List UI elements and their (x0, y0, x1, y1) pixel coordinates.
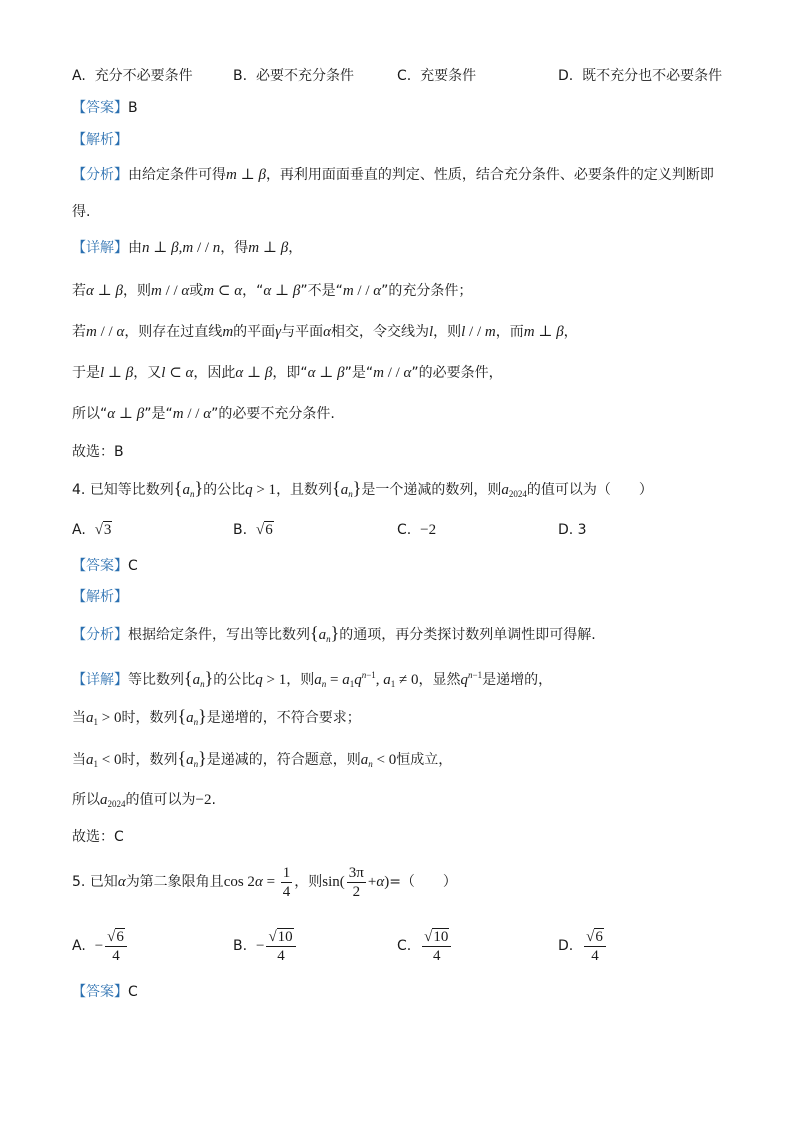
text: 是递增的， (482, 672, 553, 688)
q4-option-c: C. −2 (397, 522, 437, 538)
q4-analysis-tag (72, 587, 128, 607)
text: 已知 (89, 874, 118, 890)
text: 是一个递减的数列，则 (361, 482, 502, 498)
text: 故选：B (72, 444, 124, 460)
text: 的值可以为（ ） (526, 482, 653, 498)
text: 由 (128, 240, 142, 256)
q4-option-d: D. 3 (558, 522, 587, 538)
xiangjie-tag: 【详解】 (72, 240, 128, 256)
text: 相交，令交线为 (330, 324, 429, 340)
text: 所以“ (72, 406, 108, 422)
q5-answer (72, 982, 138, 1002)
text: 与平面 (281, 324, 324, 340)
q3-detail-line4: 于是l ⊥ β，又l ⊂ α，因此α ⊥ β，即“α ⊥ β”是“m / / α”的必要条件， (72, 365, 503, 381)
text: 时，数列 (121, 752, 178, 768)
answer-value: C (128, 558, 138, 574)
text: 若 (72, 283, 86, 299)
text: 为第二象限角且 (125, 874, 224, 890)
q3-option-d: D. 既不充分也不必要条件 (558, 68, 723, 84)
text: 的公比 (213, 672, 256, 688)
q3-answer (72, 98, 138, 118)
text: 故选：C (72, 829, 124, 845)
q3-detail-line1: 【详解】由n ⊥ β,m / / n，得m ⊥ β， (72, 240, 303, 256)
text: 的通项，再分类探讨数列单调性即可得解. (339, 627, 596, 643)
fenxi-tag: 【分析】 (72, 167, 128, 183)
answer-value: B (128, 100, 138, 116)
answer-tag: 【答案】 (72, 984, 128, 1000)
answer-value: C (128, 984, 138, 1000)
q4-detail-line2: 当$a_1 > 0$时，数列$\{a_n\}$是递增的，不符合要求； (72, 706, 361, 727)
text: ，又 (133, 365, 162, 381)
q3-fenxi-line2 (72, 202, 90, 222)
text: 若 (72, 324, 86, 340)
text: ，因此 (193, 365, 236, 381)
q4-detail-line1: 【详解】等比数列$\{a_n\}$的公比q > 1，则$a_n = a_1q^{n-1}$, $a_1 \ne 0$，显然$q^{n-1}$是递增的， (72, 668, 553, 689)
q5-options-row (72, 925, 732, 967)
q5-option-c: C. $\frac{√10}{4}$ (397, 925, 453, 967)
text: 当 (72, 752, 86, 768)
question-number: 4. (72, 482, 86, 498)
question-number: 5. (72, 874, 86, 890)
text: 得. (72, 204, 91, 220)
text: ，即“ (272, 365, 308, 381)
math: m (226, 167, 237, 183)
fraction: $\frac{1}{4}$ (282, 864, 291, 900)
q4-option-b: B. √6 (233, 522, 273, 538)
q4-option-a: A. √3 (72, 522, 112, 538)
q4-stem: 4. 已知等比数列$\{a_n\}$的公比q > 1，且数列$\{a_n\}$是一个递减的数列，则$a_{2024}$的值可以为（ ） (72, 478, 653, 499)
q4-detail-line4: 所以$a_{2024}$的值可以为−2. (72, 792, 216, 809)
text: ，再利用面面垂直的判定、性质，结合充分条件、必要条件的定义判断即 (265, 167, 714, 183)
q3-analysis-tag (72, 130, 128, 150)
text: 当 (72, 710, 86, 726)
q5-option-a: A. − $\frac{√6}{4}$ (72, 925, 129, 967)
q5-option-b: B. − $\frac{√10}{4}$ (233, 925, 298, 967)
q3-choose (72, 442, 124, 462)
analysis-tag: 【解析】 (72, 589, 128, 605)
text: ， (563, 324, 578, 340)
q4-fenxi: 【分析】根据给定条件，写出等比数列$\{a_n\}$的通项，再分类探讨数列单调性即可得解. (72, 623, 596, 644)
text: 于是 (72, 365, 100, 381)
q4-answer (72, 556, 138, 576)
q5-option-d: D. $\frac{√6}{4}$ (558, 925, 608, 967)
text: 是递增的，不符合要求； (206, 710, 361, 726)
q3-detail-line5: 所以“α ⊥ β”是“m / / α”的必要不充分条件. (72, 406, 335, 422)
text: =（ ） (389, 874, 457, 890)
text: ，则 (294, 874, 323, 890)
text: 是递减的，符合题意，则 (206, 752, 361, 768)
text: ，则 (286, 672, 315, 688)
text: 已知等比数列 (89, 482, 174, 498)
answer-tag: 【答案】 (72, 100, 128, 116)
text: 的公比 (203, 482, 246, 498)
text: ”的必要条件， (411, 365, 503, 381)
text: ，而 (495, 324, 524, 340)
fenxi-tag: 【分析】 (72, 627, 128, 643)
value: −2 (195, 792, 212, 808)
text: ， (288, 240, 303, 256)
q3-fenxi-line1: 【分析】由给定条件可得m ⊥ β，再利用面面垂直的判定、性质，结合充分条件、必要条件的定义判断即 (72, 167, 714, 183)
text: . (211, 792, 216, 808)
text: 或 (189, 283, 204, 299)
text: 所以 (72, 792, 100, 808)
text: 由给定条件可得 (128, 167, 226, 183)
text: 时，数列 (121, 710, 178, 726)
text: ，则 (122, 283, 151, 299)
xiangjie-tag: 【详解】 (72, 672, 128, 688)
q4-choose (72, 827, 124, 847)
text: ”是“ (144, 406, 173, 422)
text: ”的充分条件； (381, 283, 473, 299)
text: ，则 (433, 324, 462, 340)
text: ，“ (242, 283, 264, 299)
text: ，且数列 (276, 482, 333, 498)
analysis-tag: 【解析】 (72, 132, 128, 148)
q3-option-b: B. 必要不充分条件 (233, 68, 354, 84)
text: 根据给定条件，写出等比数列 (128, 627, 310, 643)
text: 恒成立， (396, 752, 453, 768)
q5-stem: 5. 已知α为第二象限角且cos 2α = $\frac{1}{4}$ ，则sin( $\frac{3\pi}{2}$ +α)=（ ） (72, 864, 457, 900)
q4-detail-line3: 当$a_1 < 0$时，数列$\{a_n\}$是递减的，符合题意，则$a_n < 0$恒成立， (72, 748, 453, 769)
text: ，显然 (418, 672, 461, 688)
answer-tag: 【答案】 (72, 558, 128, 574)
q3-option-c: C. 充要条件 (397, 68, 477, 84)
text: ”的必要不充分条件. (211, 406, 335, 422)
q3-option-a: A. 充分不必要条件 (72, 68, 193, 84)
fraction: $\frac{3\pi}{2}$ (348, 864, 364, 900)
text: ”是“ (344, 365, 374, 381)
q3-detail-line2: 若α ⊥ β，则m / / α或m ⊂ α，“α ⊥ β”不是“m / / α”的充分条件； (72, 283, 473, 299)
text: 等比数列 (128, 672, 184, 688)
text: 的值可以为 (125, 792, 196, 808)
text: 的平面 (233, 324, 276, 340)
text: ”不是“ (300, 283, 343, 299)
text: ，得 (220, 240, 249, 256)
text: ，则存在过直线 (124, 324, 223, 340)
q3-detail-line3: 若m / / α，则存在过直线m的平面γ与平面α相交，令交线为l，则l / / m，而m ⊥ β， (72, 324, 578, 340)
